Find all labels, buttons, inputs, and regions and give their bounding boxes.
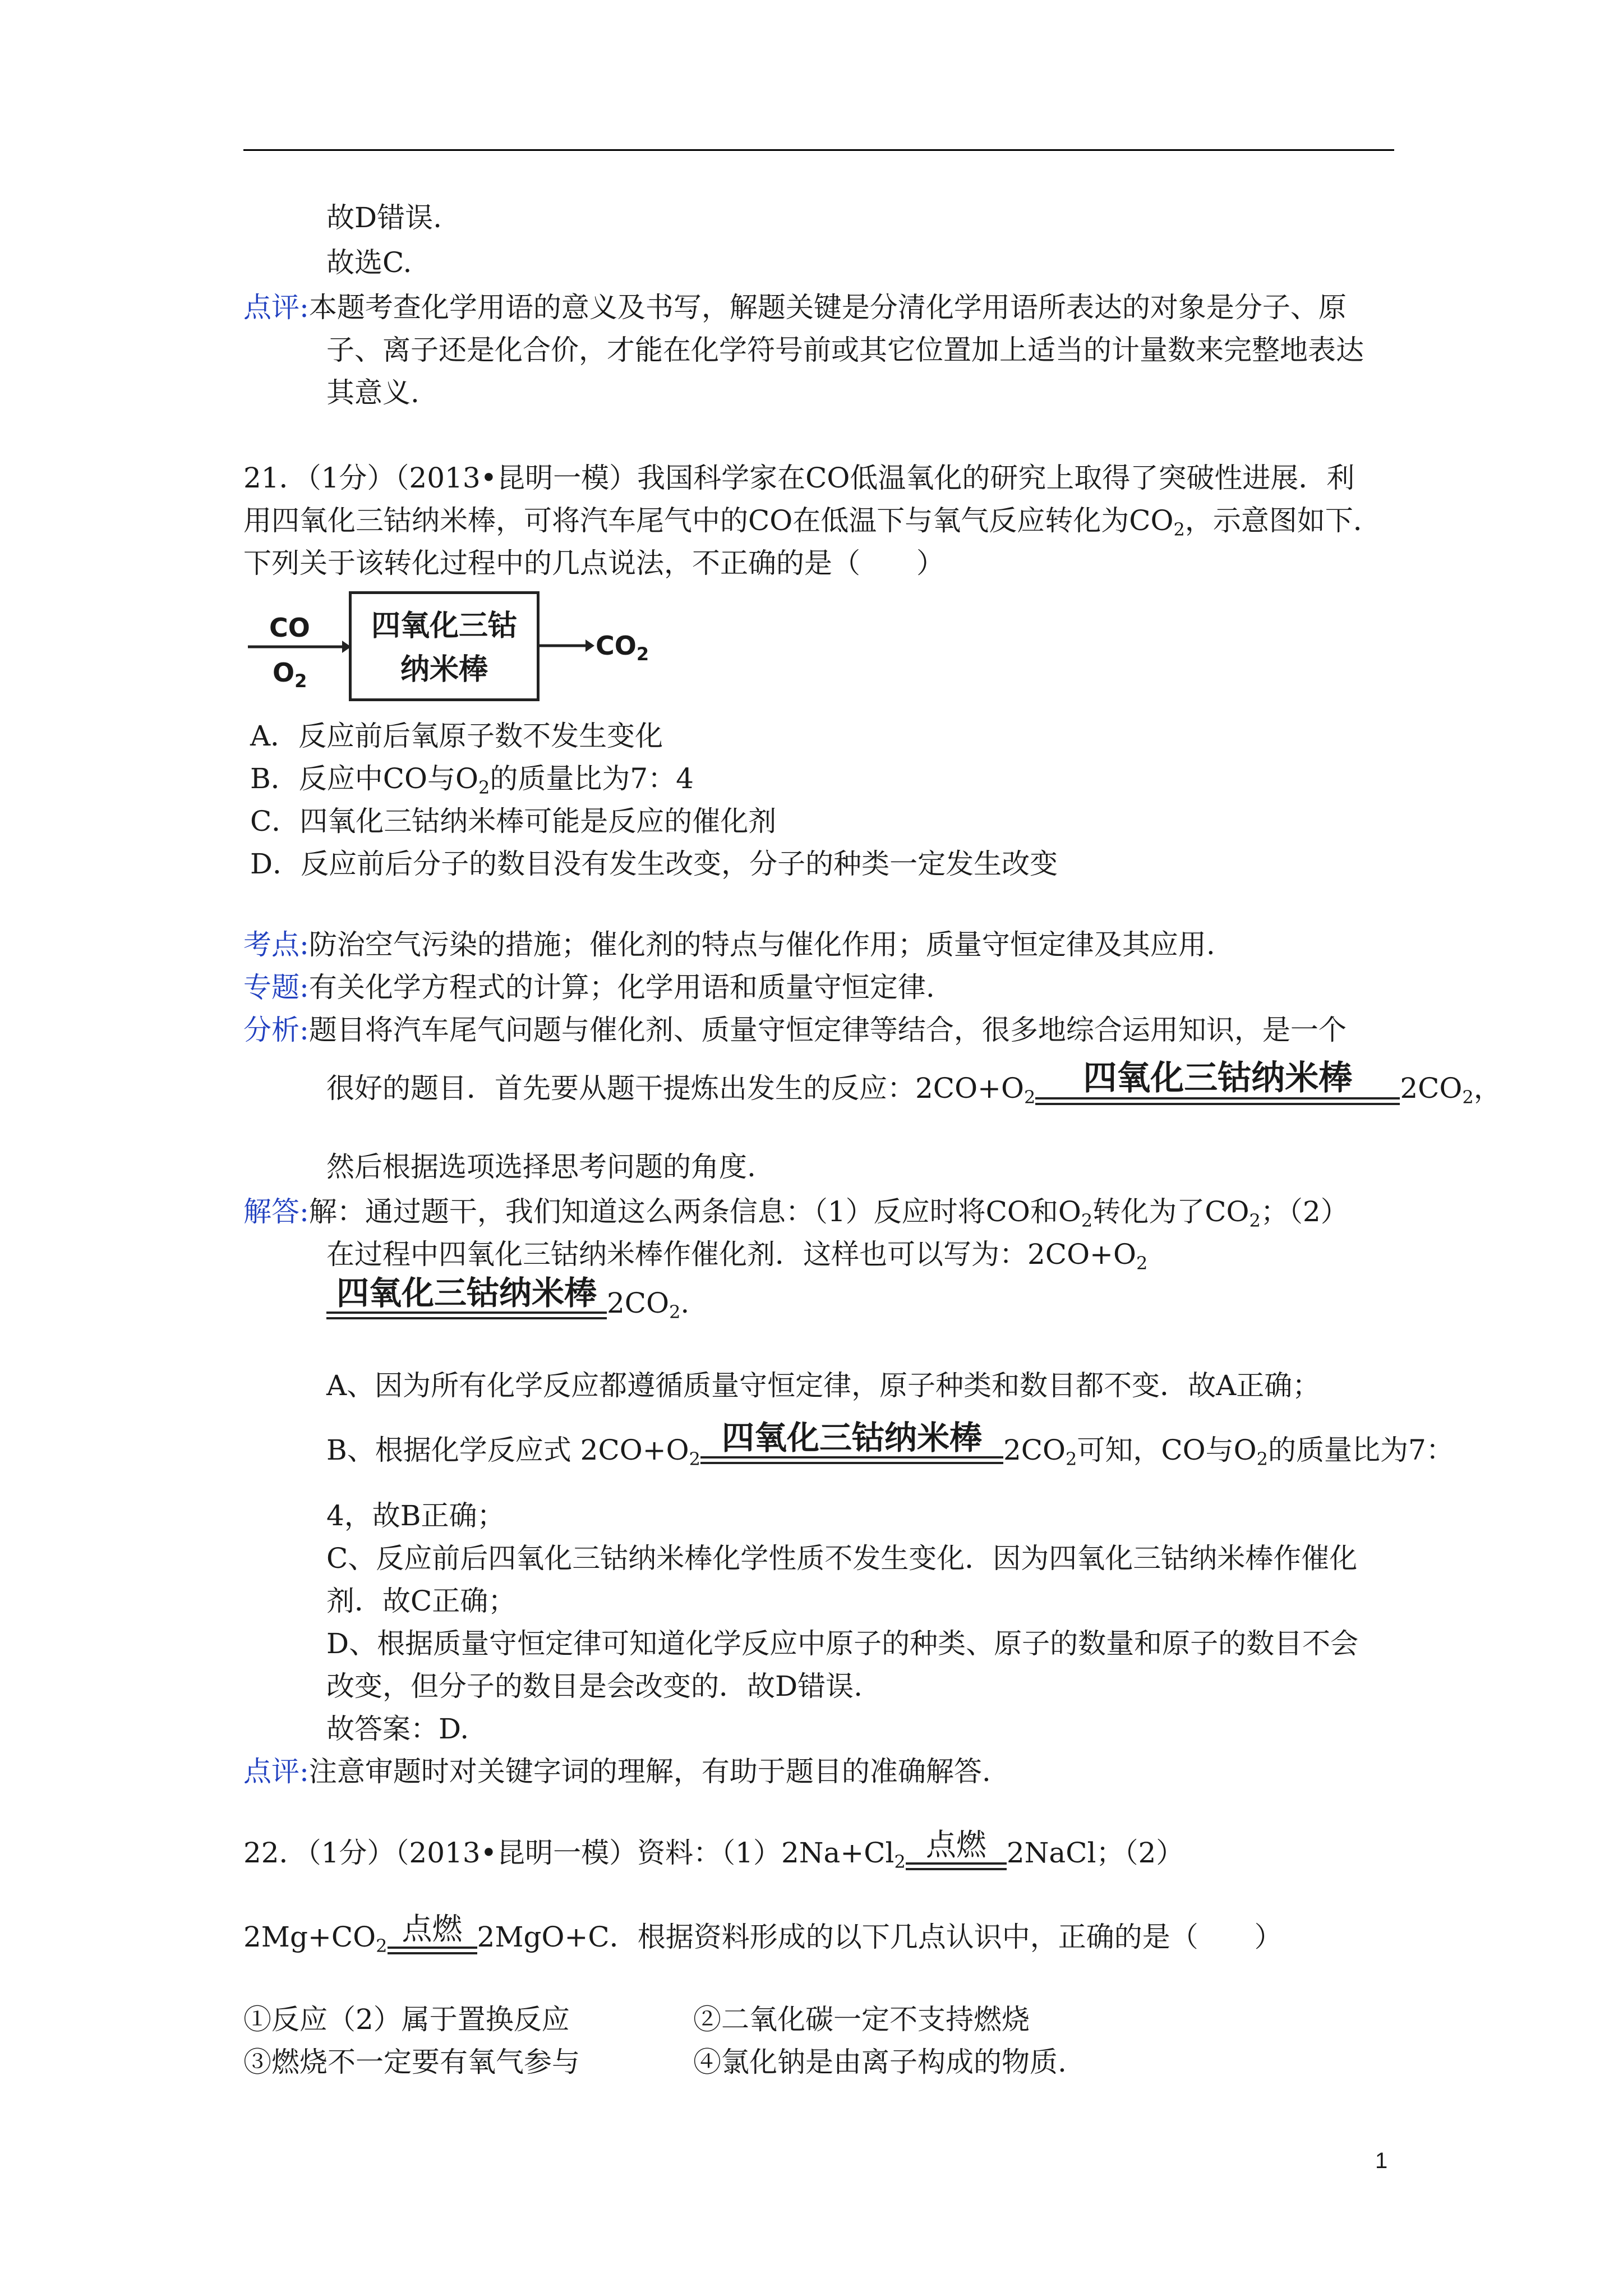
page-number: 1 [1375, 2148, 1388, 2173]
catalyst-equals: 四氧化三钴纳米棒 [1035, 1061, 1400, 1105]
output-arrow-icon [540, 637, 594, 654]
text-line: 子、离子还是化合价，才能在化学符号前或其它位置加上适当的计量数来完整地表达 [326, 334, 1364, 366]
kaodian: 考点:防治空气污染的措施；催化剂的特点与催化作用；质量守恒定律及其应用. [243, 928, 1215, 961]
question-22-stem: 22．（1分）（2013•昆明一模）资料：$(1)2Na+Cl_2$ 点燃 2NaCl；（2） [243, 1827, 1184, 1872]
answer-c: C、反应前后四氧化三钴纳米棒化学性质不发生变化．因为四氧化三钴纳米棒作催化 [326, 1542, 1358, 1575]
equation-line: 很好的题目．首先要从题干提炼出发生的反应：$2CO+O_2$ 四氧化三钴纳米棒 $2CO_2$， [326, 1059, 1502, 1108]
diagram-input-co: CO [269, 613, 310, 643]
catalyst-equals: 四氧化三钴纳米棒 [700, 1421, 1003, 1464]
final-answer: 故答案：D. [326, 1713, 469, 1745]
option-b: B．反应中CO与$O_2$的质量比为7：4 [250, 762, 694, 798]
text-line: 用四氧化三钴纳米棒，可将汽车尾气中的CO在低温下与氧气反应转化为$CO_2$，示意图如下． [243, 504, 1381, 540]
text-line: 然后根据选项选择思考问题的角度. [326, 1151, 756, 1183]
text-line: 在过程中四氧化三钴纳米棒作催化剂．这样也可以写为：$2CO+O_2$ [326, 1238, 1148, 1274]
option-a: A．反应前后氧原子数不发生变化 [250, 720, 663, 752]
catalyst-equals: 四氧化三钴纳米棒 [326, 1277, 607, 1319]
option-2: ②二氧化碳一定不支持燃烧 [693, 2003, 1030, 2036]
ignite-equals: 点燃 [388, 1914, 477, 1954]
fenxi: 分析:题目将汽车尾气问题与催化剂、质量守恒定律等结合，很多地综合运用知识，是一个 [243, 1014, 1347, 1046]
question-21-stem: 21．（1分）（2013•昆明一模）我国科学家在CO低温氧化的研究上取得了突破性进展．利 [243, 462, 1355, 494]
text-line: 剂．故C正确； [326, 1585, 517, 1617]
comment-label: 点评: [243, 291, 309, 324]
option-d: D．反应前后分子的数目没有发生改变，分子的种类一定发生改变 [250, 848, 1058, 880]
comment-block: 点评:本题考查化学用语的意义及书写，解题关键是分清化学用语所表达的对象是分子、原 [243, 291, 1347, 324]
ignite-equals: 点燃 [906, 1830, 1007, 1870]
text-line: $2Mg+CO_2$ 点燃 2MgO+C．根据资料形成的以下几点认识中，正确的是（ ） [243, 1911, 1283, 1957]
option-3: ③燃烧不一定要有氧气参与 [243, 2046, 580, 2078]
text-line: 4，故B正确； [326, 1499, 505, 1532]
catalyst-box: 四氧化三钴 纳米棒 [349, 591, 540, 701]
jieda: 解答:解：通过题干，我们知道这么两条信息：（1）反应时将CO和$O_2$转化为了$CO_2$；（2） [243, 1195, 1349, 1231]
answer-d: D、根据质量守恒定律可知道化学反应中原子的种类、原子的数量和原子的数目不会 [326, 1627, 1359, 1660]
option-1: ①反应（2）属于置换反应 [243, 2003, 570, 2036]
header-rule [243, 149, 1394, 151]
text-line: 故D错误. [326, 201, 442, 234]
text-line: 下列关于该转化过程中的几点说法，不正确的是（ ） [243, 547, 944, 579]
text-line: 故选C. [326, 246, 412, 279]
input-arrow-icon [247, 638, 351, 655]
diagram-input-o2: $O_2$ [273, 657, 307, 692]
zhuanti: 专题:有关化学方程式的计算；化学用语和质量守恒定律. [243, 971, 935, 1004]
option-c: C．四氧化三钴纳米棒可能是反应的催化剂 [250, 805, 777, 838]
option-4: ④氯化钠是由离子构成的物质. [693, 2046, 1067, 2078]
answer-a: A、因为所有化学反应都遵循质量守恒定律，原子种类和数目都不变．故A正确； [326, 1369, 1321, 1402]
equation-line: 四氧化三钴纳米棒 $2CO_2$. [326, 1272, 689, 1334]
dianping: 点评:注意审题时对关键字词的理解，有助于题目的准确解答. [243, 1755, 991, 1788]
diagram-output-co2: $CO_2$ [596, 631, 649, 665]
answer-b: B、根据化学反应式 $2CO+O_2$ 四氧化三钴纳米棒 $2CO_2$可知，CO与$O_2$的质量比为7： [326, 1419, 1454, 1470]
text-line: 改变，但分子的数目是会改变的．故D错误. [326, 1670, 863, 1703]
text-line: 其意义. [326, 376, 419, 409]
